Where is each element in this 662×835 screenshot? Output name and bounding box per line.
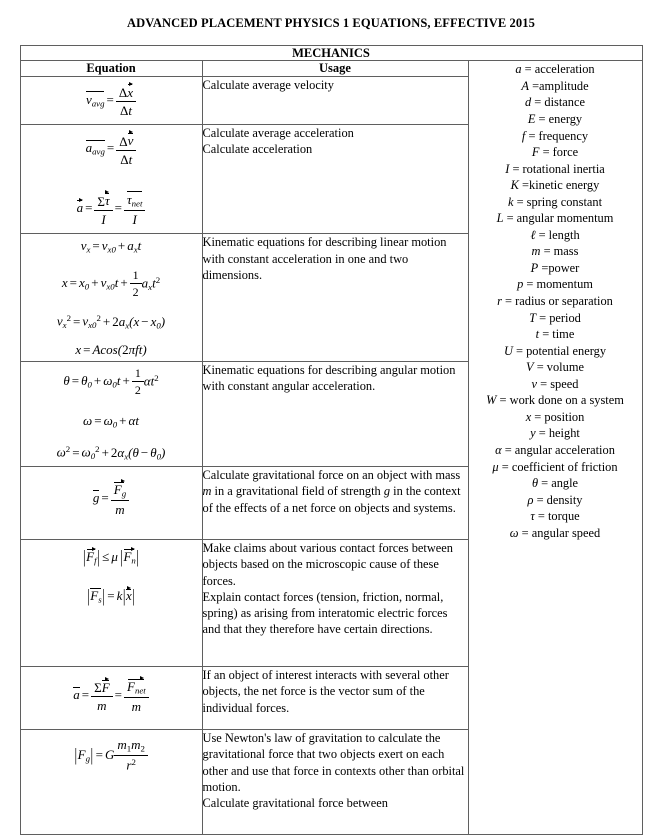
legend-item: d = distance bbox=[525, 95, 585, 110]
column-header-row bbox=[20, 61, 642, 76]
legend-item: L = angular momentum bbox=[496, 211, 614, 226]
legend-item: t = time bbox=[535, 327, 575, 342]
legend-item: ρ = density bbox=[527, 492, 583, 507]
legend-item: V = volume bbox=[526, 360, 584, 375]
legend-item: k = spring constant bbox=[507, 194, 603, 209]
legend-item: P =power bbox=[530, 260, 580, 275]
equation-cell-average-velocity bbox=[20, 76, 202, 125]
legend-item: A =amplitude bbox=[521, 78, 589, 93]
equation-average-velocity: $v_{avg}$ = Δ x Δt bbox=[21, 82, 202, 120]
legend-column bbox=[468, 61, 642, 835]
legend-item: U = potential energy bbox=[503, 343, 607, 358]
usage-line: Calculate average acceleration bbox=[202, 126, 354, 141]
usage-line: Explain contact forces (tension, friction, normal, spring) as arising from interatomic electric forces and that they therefore have certain directions. bbox=[202, 589, 448, 636]
usage-cell-average-acceleration bbox=[202, 125, 468, 234]
equation-cell-gravitational-field bbox=[20, 467, 202, 540]
usage-line: Calculate average velocity bbox=[202, 77, 334, 92]
equation-angular-position: $\theta = \theta_0 + \omega_0t$ + $\frac{1}{2}$ $\alpha t^2$ bbox=[63, 366, 159, 398]
legend-item: μ = coefficient of friction bbox=[492, 459, 618, 474]
legend-item: f = frequency bbox=[521, 128, 589, 143]
equation-angular-acceleration-torque: a = Σ τ I = $\frac{\tau_{net}}{I}$ bbox=[21, 190, 202, 229]
legend-item: p = momentum bbox=[517, 277, 593, 292]
equation-average-acceleration: $a_{avg}$ = Δ v Δt bbox=[21, 130, 202, 168]
equation-spring-force: | $F_s| = k|$ x| bbox=[87, 585, 135, 606]
legend-item: x = position bbox=[525, 409, 585, 424]
legend-item: T = period bbox=[529, 310, 581, 325]
equation-newtons-second-law: a = Σ F m = $\frac{F_{net}}{m}$ bbox=[21, 676, 202, 715]
legend-item: α = angular acceleration bbox=[495, 442, 615, 457]
usage-cell-universal-gravitation bbox=[202, 730, 468, 835]
equation-cell-linear-kinematics bbox=[20, 234, 202, 361]
usage-line: Use Newton's law of gravitation to calculate the gravitational force that two objects exert on each other and use that force in contexts other than orbital motion. bbox=[202, 731, 465, 794]
section-header-row bbox=[20, 46, 642, 61]
equation-cell-contact-forces bbox=[20, 540, 202, 667]
equation-angular-velocity-position: $\omega^2 = \omega_0^2 + 2\alpha_x(\theta - \theta_0)$ bbox=[56, 444, 166, 462]
equation-velocity-time: $v_x = v_{x0} + a_xt$ bbox=[80, 238, 142, 255]
legend-item: v = speed bbox=[531, 376, 579, 391]
equation-cell-average-acceleration bbox=[20, 125, 202, 234]
legend-item: F = force bbox=[531, 145, 579, 160]
section-title-mechanics: MECHANICS bbox=[20, 46, 642, 61]
usage-line: If an object of interest interacts with several other objects, the net force is the vector sum of the individual forces. bbox=[202, 668, 449, 715]
usage-cell-gravitational-field bbox=[202, 467, 468, 540]
usage-cell-linear-kinematics bbox=[202, 234, 468, 361]
equation-friction-force: | $F_f| \le \mu$ | $F_n|$ bbox=[83, 546, 139, 567]
equation-angular-velocity: $\omega = \omega_0 + \alpha t$ bbox=[83, 413, 139, 430]
equation-universal-gravitation: $|F_g| = G$ $\frac{m_1m_2}{r^2}$ bbox=[21, 738, 202, 774]
legend-item: τ = torque bbox=[530, 509, 580, 524]
equation-cell-universal-gravitation bbox=[20, 730, 202, 835]
column-header-usage: Usage bbox=[202, 61, 468, 76]
equation-cell-angular-kinematics bbox=[20, 361, 202, 466]
usage-line: Calculate acceleration bbox=[202, 142, 313, 157]
legend-item: r = radius or separation bbox=[497, 294, 613, 309]
usage-cell-average-velocity bbox=[202, 76, 468, 125]
legend-item: a = acceleration bbox=[515, 62, 595, 77]
usage-line: Make claims about various contact forces between objects based on the microscopic cause of these forces. bbox=[202, 541, 453, 588]
usage-cell-newtons-second-law bbox=[202, 667, 468, 730]
legend-item: ℓ = length bbox=[530, 227, 580, 242]
legend-item: θ = angle bbox=[531, 476, 579, 491]
usage-cell-angular-kinematics bbox=[202, 361, 468, 466]
legend-item: W = work done on a system bbox=[486, 393, 624, 408]
legend-item: K =kinetic energy bbox=[510, 178, 600, 193]
legend-item: I = rotational inertia bbox=[505, 161, 605, 176]
usage-line: Calculate gravitational force on an object with mass m in a gravitational field of strength g in the context of the effects of a net force on objects and systems. bbox=[202, 468, 461, 515]
legend-item: m = mass bbox=[531, 244, 579, 259]
legend-item: E = energy bbox=[527, 112, 583, 127]
page-title: ADVANCED PLACEMENT PHYSICS 1 EQUATIONS, EFFECTIVE 2015 bbox=[127, 16, 535, 30]
usage-cell-contact-forces bbox=[202, 540, 468, 667]
equation-simple-harmonic: x = Acos(2πft) bbox=[75, 341, 147, 357]
equation-position-time: $x = x_0 + v_{x0}t$ + $\frac{1}{2}$ $a_xt^2$ bbox=[61, 268, 161, 300]
usage-line: Kinematic equations for describing linear motion with constant acceleration in one and two dimensions. bbox=[202, 235, 447, 282]
legend-item: y = height bbox=[530, 426, 580, 441]
column-header-equation: Equation bbox=[20, 61, 202, 76]
equation-velocity-position: $v_x^2 = v_{x0}^2 + 2a_x(x - x_0)$ bbox=[56, 312, 166, 330]
usage-line: Calculate gravitational force between bbox=[202, 795, 388, 810]
equation-cell-newtons-second-law bbox=[20, 667, 202, 730]
equations-table bbox=[20, 45, 643, 835]
legend-item: ω = angular speed bbox=[509, 525, 601, 540]
usage-line: Kinematic equations for describing angular motion with constant angular acceleration. bbox=[202, 362, 456, 393]
equation-gravitational-field: g = $\frac{F_g}{m}$ bbox=[21, 479, 202, 518]
